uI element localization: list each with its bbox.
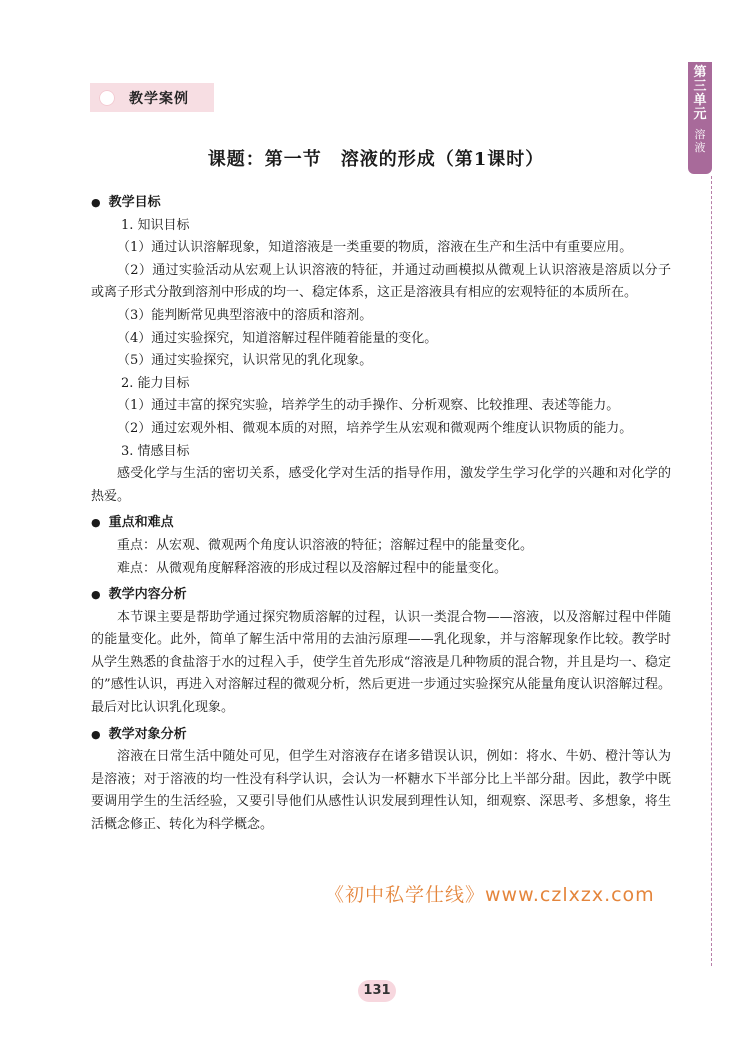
content-analysis-text: 本节课主要是帮助学通过探究物质溶解的过程，认识一类混合物——溶液，以及溶解过程中伴随的能量变化。此外，简单了解生活中常用的去油污原理——乳化现象，并与溶解现象作比较。教学时从学生熟悉的食盐溶于水的过程入手，使学生首先形成“溶液是几种物质的混合物，并且是均一、稳定的”感性认识，再进入对溶解过程的微观分析，然后更进一步通过实验探究从能量角度认识溶解过程。最后对比认识乳化现象。 — [91, 609, 671, 716]
list-item: （3）能判断常见典型溶液中的溶质和溶剂。 — [117, 307, 373, 323]
page-number: 131 — [358, 980, 396, 1002]
section-tag — [90, 83, 214, 112]
lesson-title: 课题：第一节 溶液的形成（第1课时） — [207, 149, 545, 170]
list-item: （1）通过认识溶解现象，知道溶液是一类重要的物质，溶液在生产和生活中有重要应用。 — [117, 240, 633, 256]
emotion-text: 感受化学与生活的密切关系，感受化学对生活的指导作用，激发学生学习化学的兴趣和对化学的热爱。 — [91, 466, 671, 504]
unit-topic: 溶液 — [694, 128, 706, 154]
student-analysis-text: 溶液在日常生活中随处可见，但学生对溶液存在诸多错误认识，例如：将水、牛奶、橙汁等认为是溶液；对于溶液的均一性没有科学认识，会认为一杯糖水下半部分比上半部分甜。因此，教学中既要调用学生的生活经验，又要引导他们从感性认识发展到理性认知，细观察、深思考、多想象，将生活概念修正、转化为科学概念。 — [91, 749, 671, 833]
section-heading-goals: ● 教学目标 — [91, 192, 671, 215]
sub-heading-emotion: 3. 情感目标 — [121, 443, 190, 459]
bullet-icon: ● — [91, 516, 101, 530]
list-item: （4）通过实验探究，知道溶解过程伴随着能量的变化。 — [117, 330, 438, 346]
unit-label: 第三单元 — [693, 65, 707, 122]
key-point-text: 重点：从宏观、微观两个角度认识溶液的特征；溶解过程中的能量变化。 — [117, 537, 534, 553]
bullet-icon: ● — [91, 588, 101, 602]
lesson-content — [91, 188, 671, 837]
section-heading-key-points: ● 重点和难点 — [91, 512, 671, 535]
list-item: （2）通过实验活动从宏观上认识溶液的特征，并通过动画模拟从微观上认识溶液是溶质以分子或离子形式分散到溶剂中形成的均一、稳定体系，这正是溶液具有相应的宏观特征的本质所在。 — [91, 262, 671, 301]
bullet-icon: ● — [91, 196, 101, 209]
section-heading-student-analysis: ● 教学对象分析 — [91, 724, 671, 747]
list-item: （2）通过宏观外相、微观本质的对照，培养学生从宏观和微观两个维度认识物质的能力。 — [117, 420, 633, 436]
tag-dot-icon — [99, 90, 115, 106]
section-heading-content-analysis: ● 教学内容分析 — [91, 584, 671, 607]
difficult-point-text: 难点：从微观角度解释溶液的形成过程以及溶解过程中的能量变化。 — [117, 560, 508, 576]
margin-dashed-line — [711, 176, 712, 966]
watermark: 《初中私学仕线》www.czlxzx.com — [325, 884, 655, 906]
list-item: （1）通过丰富的探究实验，培养学生的动手操作、分析观察、比较推理、表述等能力。 — [117, 398, 620, 414]
bullet-icon: ● — [91, 727, 101, 741]
sub-heading-knowledge: 1. 知识目标 — [121, 217, 190, 233]
sub-heading-ability: 2. 能力目标 — [121, 375, 190, 391]
section-tag-label: 教学案例 — [129, 90, 189, 107]
list-item: （5）通过实验探究，认识常见的乳化现象。 — [117, 353, 373, 369]
